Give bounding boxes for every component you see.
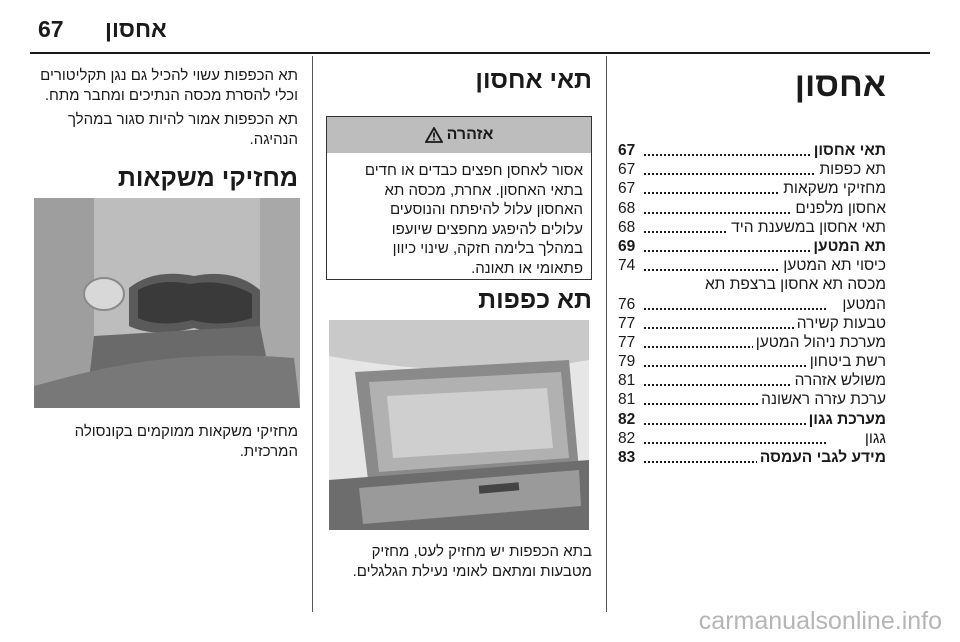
- warning-heading: אזהרה: [446, 126, 494, 143]
- glovebox-closed-text: [32, 110, 298, 149]
- paragraph-line: המרכזית.: [239, 442, 298, 460]
- warning-triangle-icon: [425, 127, 443, 143]
- toc-item: [618, 141, 886, 160]
- toc-leader-dots: [644, 173, 826, 175]
- cupholders-photo: [34, 198, 300, 408]
- toc-item: [618, 410, 886, 429]
- glovebox-photo: [329, 320, 589, 530]
- page-number: 67: [38, 16, 64, 42]
- toc-item-page: 68: [618, 199, 638, 218]
- paragraph-line: הנהיגה.: [249, 130, 298, 148]
- toc-item-label: מערכת גגון: [806, 410, 886, 429]
- warning-line: במהלך בלימה חזקה, שינוי כיוון: [392, 240, 583, 258]
- toc-list: [618, 141, 886, 467]
- warning-line: בתאי האחסון. אחרת, מכסה תא: [384, 181, 583, 199]
- toc-item-page: 68: [618, 218, 638, 237]
- header-rule: [30, 52, 930, 54]
- glovebox-line: מטבעות ומתאם לאומי נעילת הגלגלים.: [352, 562, 592, 580]
- toc-column: [618, 56, 886, 556]
- paragraph-line: תא הכפפות עשוי להכיל גם נגן תקליטורים: [40, 67, 298, 84]
- running-title: אחסון: [105, 16, 167, 42]
- toc-leader-dots: [644, 154, 826, 156]
- toc-item: [618, 314, 886, 333]
- warning-header: [327, 117, 591, 153]
- toc-item-page: 76: [618, 295, 638, 314]
- glovebox-description: [326, 542, 592, 581]
- toc-leader-dots: [644, 250, 826, 252]
- toc-item: [618, 371, 886, 390]
- toc-item: [618, 179, 886, 198]
- toc-item: [618, 237, 886, 256]
- glovebox-contents-text: [32, 66, 298, 105]
- toc-item-page: 67: [618, 179, 638, 198]
- toc-item: [618, 390, 886, 409]
- toc-item: [618, 352, 886, 371]
- toc-item-page: 82: [618, 429, 638, 448]
- toc-item-page: 77: [618, 333, 638, 352]
- toc-leader-dots: [644, 442, 826, 444]
- toc-item-label: גגון: [862, 429, 886, 448]
- watermark: carmanualsonline.info: [698, 607, 942, 635]
- paragraph-line: תא הכפפות אמור להיות סגור במהלך: [67, 111, 298, 128]
- toc-item-label: תאי אחסון במשענת היד: [728, 218, 886, 237]
- paragraph-line: מחזיקי משקאות ממוקמים בקונסולה: [74, 423, 298, 440]
- glovebox-title: תא כפפות: [478, 286, 592, 314]
- toc-item: [618, 160, 886, 179]
- toc-item-page: 79: [618, 352, 638, 371]
- toc-item-label: מערכת ניהול המטען: [753, 333, 886, 352]
- warning-line: עלולים להיפגע מחפצים שיועפו: [391, 220, 583, 238]
- warning-line: אסור לאחסן חפצים כבדים או חדים: [364, 162, 583, 179]
- toc-item-page: 67: [618, 160, 638, 179]
- toc-item-page: 81: [618, 371, 638, 390]
- warning-text: [327, 153, 591, 279]
- toc-item-label: מידע לגבי העמסה: [757, 448, 886, 467]
- toc-item-page: 69: [618, 237, 638, 256]
- toc-item-page: 81: [618, 390, 638, 409]
- chapter-title: אחסון: [794, 66, 886, 104]
- toc-item-page: 77: [618, 314, 638, 333]
- middle-column: [326, 56, 592, 616]
- toc-item: [618, 275, 886, 294]
- toc-item-label: רשת ביטחון: [807, 352, 886, 371]
- toc-item-label: משולש אזהרה: [792, 371, 886, 390]
- toc-item-label: תאי אחסון: [811, 141, 886, 160]
- warning-line: האחסון עלול להיפתח והנוסעים: [389, 201, 583, 219]
- toc-item-label: כיסוי תא המטען: [780, 256, 886, 275]
- toc-item: [618, 333, 886, 352]
- glovebox-line: בתא הכפפות יש מחזיק לעט, מחזיק: [371, 543, 592, 560]
- toc-item-page: 82: [618, 410, 638, 429]
- toc-item-label: ערכת עזרה ראשונה: [758, 390, 886, 409]
- toc-item-page: 83: [618, 448, 638, 467]
- page-header: [0, 0, 960, 56]
- toc-item-label: המטען: [839, 295, 886, 314]
- toc-item: [618, 218, 886, 237]
- toc-item-page: 74: [618, 256, 638, 275]
- toc-item-label: מכסה תא אחסון ברצפת תא: [702, 275, 886, 294]
- toc-item-label: אחסון מלפנים: [792, 199, 886, 218]
- paragraph-line: וכלי להסרת מכסה הנתיכים ומחבר מתח.: [44, 86, 298, 104]
- column-divider-left: [312, 56, 313, 612]
- toc-item-label: מחזיקי משקאות: [780, 179, 886, 198]
- toc-leader-dots: [644, 365, 826, 367]
- toc-item-label: טבעות קשירה: [794, 314, 886, 333]
- toc-item: [618, 448, 886, 467]
- toc-item: [618, 295, 886, 314]
- storage-title: תאי אחסון: [475, 66, 592, 94]
- toc-leader-dots: [644, 423, 826, 425]
- cupholders-caption: [32, 422, 298, 461]
- toc-leader-dots: [644, 308, 826, 310]
- warning-line: פתאומי או תאונה.: [471, 259, 583, 277]
- cupholders-title: מחזיקי משקאות: [117, 164, 298, 192]
- toc-item: [618, 256, 886, 275]
- toc-item-label: תא המטען: [810, 237, 886, 256]
- toc-item-label: תא כפפות: [816, 160, 886, 179]
- toc-item-page: 67: [618, 141, 638, 160]
- column-divider-right: [606, 56, 607, 612]
- left-column: [32, 56, 298, 616]
- toc-item: [618, 429, 886, 448]
- toc-item: [618, 199, 886, 218]
- warning-box: [326, 116, 592, 280]
